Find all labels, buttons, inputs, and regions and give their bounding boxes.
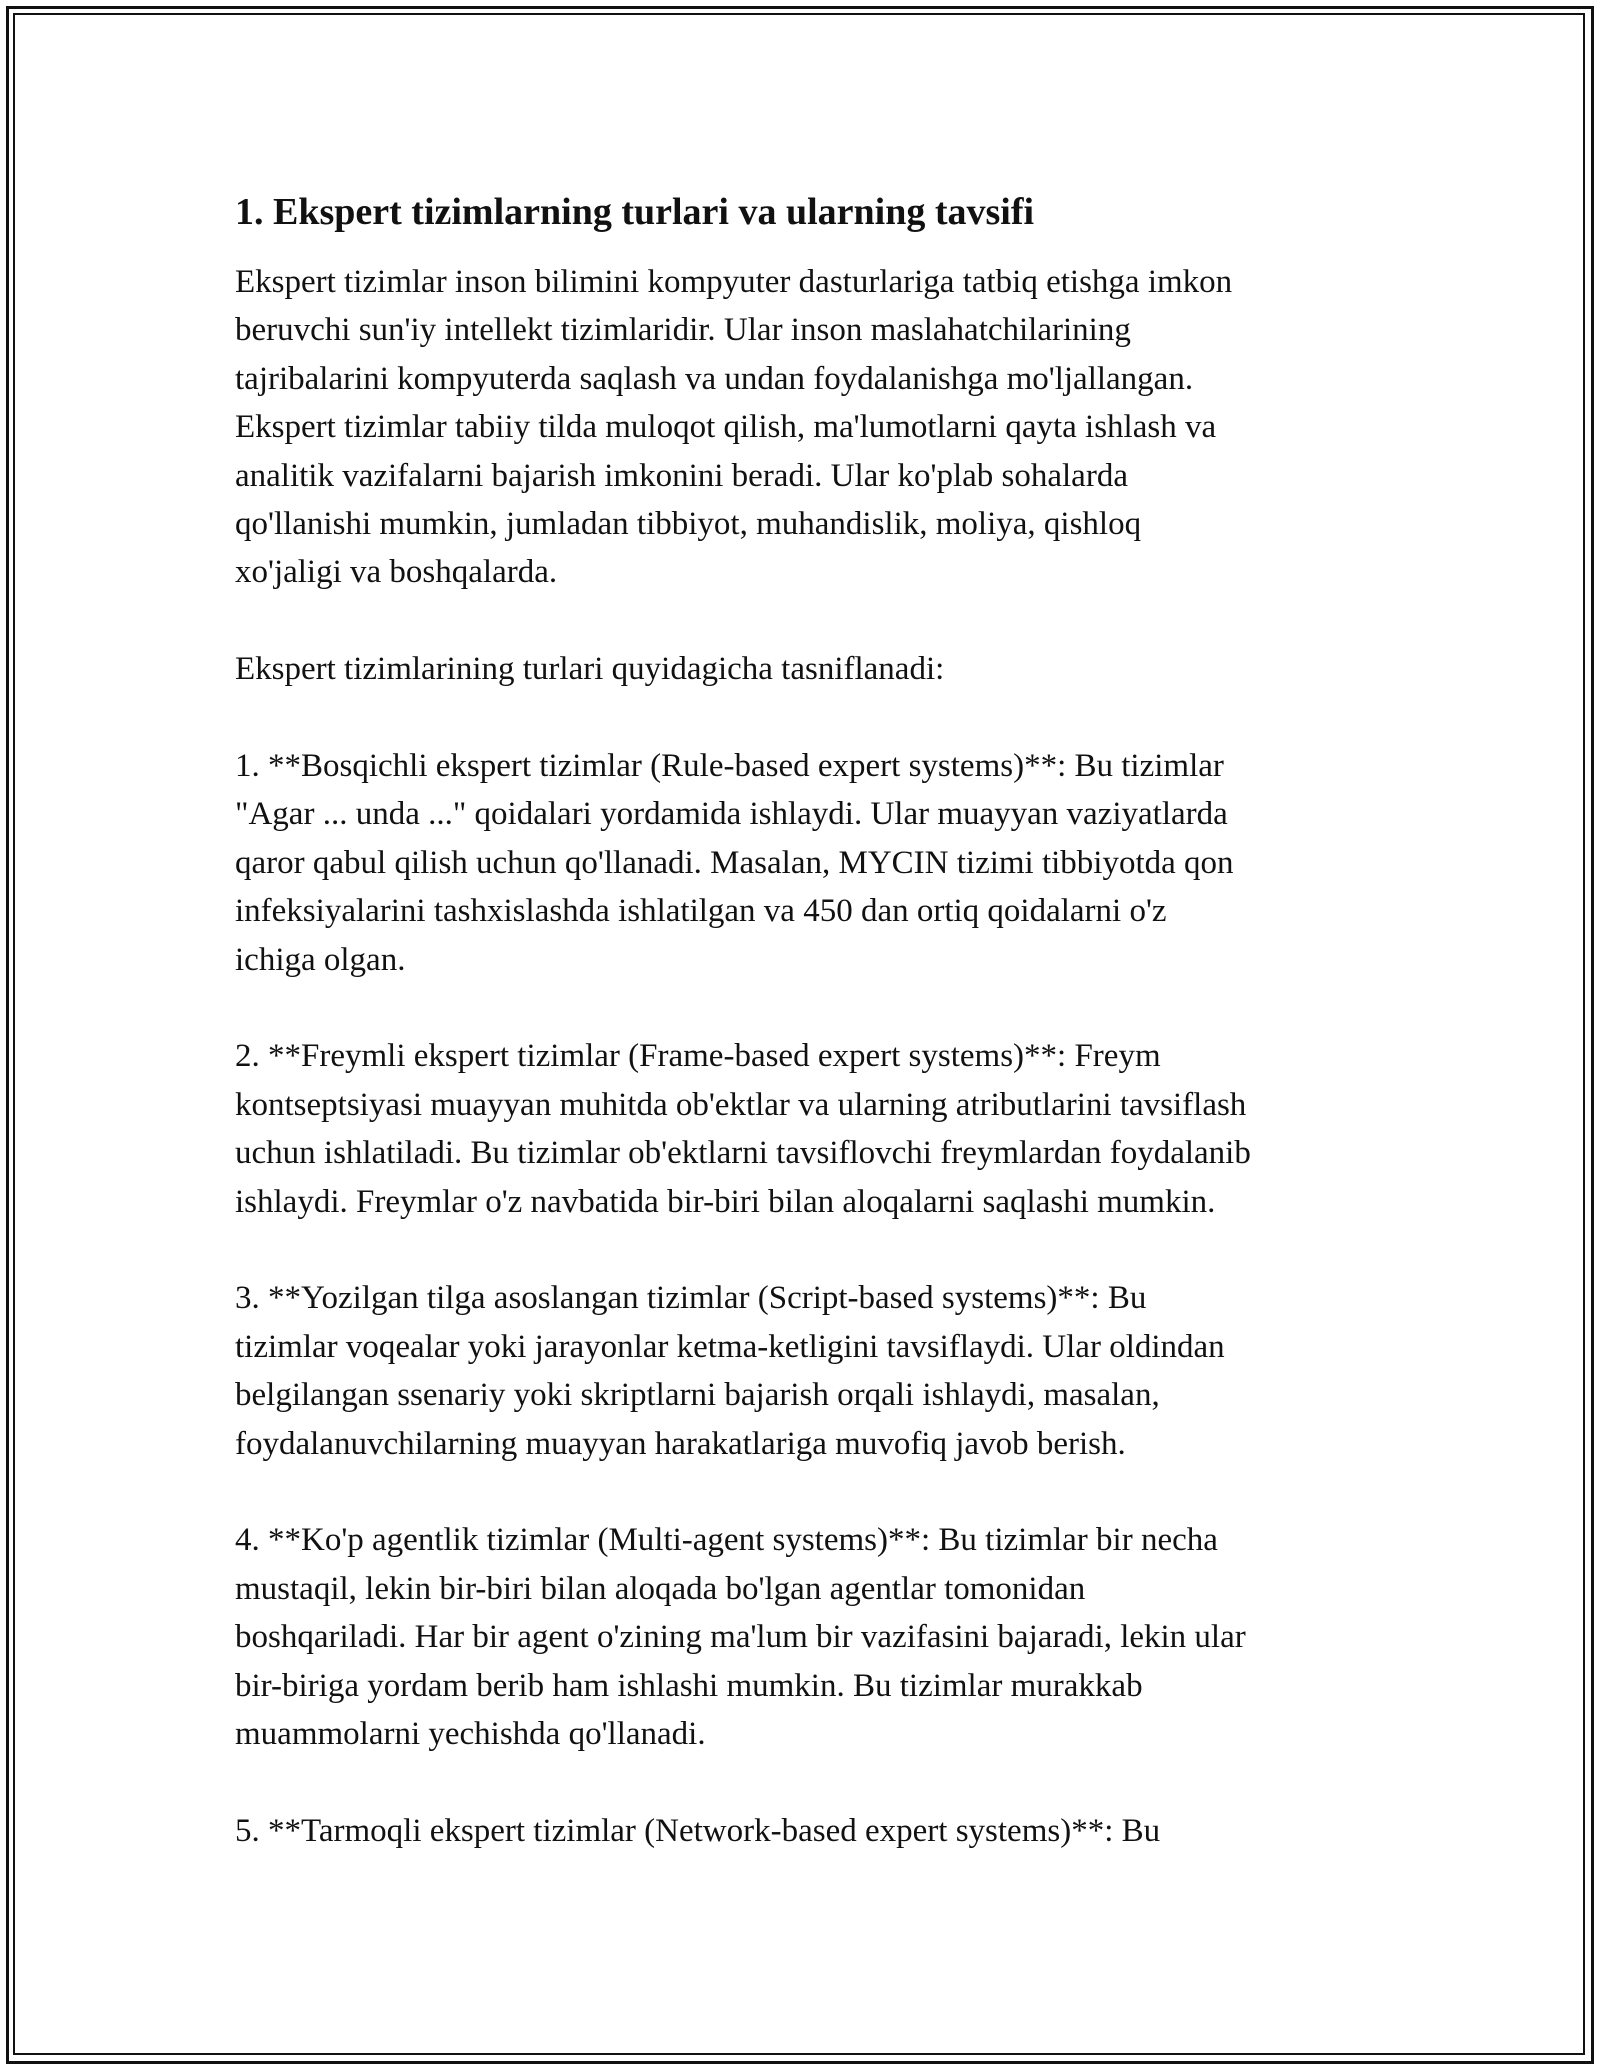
text-line: boshqariladi. Har bir agent o'zining ma'lum bir vazifasini bajaradi, lekin ular xyxy=(235,1619,1246,1656)
text-line: qaror qabul qilish uchun qo'llanadi. Masalan, MYCIN tizimi tibbiyotda qon xyxy=(235,844,1234,881)
paragraph xyxy=(235,645,1375,693)
text-line: Ekspert tizimlar tabiiy tilda muloqot qilish, ma'lumotlarni qayta ishlash va xyxy=(235,409,1217,446)
text-line: 2. **Freymli ekspert tizimlar (Frame-based expert systems)**: Freym xyxy=(235,1038,1161,1075)
text-line: uchun ishlatiladi. Bu tizimlar ob'ektlarni tavsiflovchi freymlardan foydalanib xyxy=(235,1135,1251,1172)
document-body xyxy=(235,188,1375,1855)
text-line: ishlaydi. Freymlar o'z navbatida bir-biri bilan aloqalarni saqlashi mumkin. xyxy=(235,1183,1216,1220)
text-line: muammolarni yechishda qo'llanadi. xyxy=(235,1716,706,1753)
text-line: 5. **Tarmoqli ekspert tizimlar (Network-based expert systems)**: Bu xyxy=(235,1812,1161,1849)
text-line: kontseptsiyasi muayyan muhitda ob'ektlar va ularning atributlarini tavsiflash xyxy=(235,1086,1247,1123)
paragraph xyxy=(235,1274,1375,1468)
text-line: bir-biriga yordam berib ham ishlashi mumkin. Bu tizimlar murakkab xyxy=(235,1667,1143,1704)
text-line: analitik vazifalarni bajarish imkonini beradi. Ular ko'plab sohalarda xyxy=(235,457,1128,494)
text-line: Ekspert tizimlarining turlari quyidagicha tasniflanadi: xyxy=(235,651,945,688)
text-line: 1. **Bosqichli ekspert tizimlar (Rule-based expert systems)**: Bu tizimlar xyxy=(235,748,1224,785)
text-line: ichiga olgan. xyxy=(235,941,406,978)
text-line: "Agar ... unda ..." qoidalari yordamida ishlaydi. Ular muayyan vaziyatlarda xyxy=(235,796,1228,833)
section-title: 1. Ekspert tizimlarning turlari va ularning tavsifi xyxy=(235,191,1035,233)
paragraph xyxy=(235,742,1375,984)
text-line: tizimlar voqealar yoki jarayonlar ketma-ketligini tavsiflaydi. Ular oldindan xyxy=(235,1328,1225,1365)
text-line: belgilangan ssenariy yoki skriptlarni bajarish orqali ishlaydi, masalan, xyxy=(235,1377,1160,1414)
text-line: xo'jaligi va boshqalarda. xyxy=(235,554,558,591)
text-line: beruvchi sun'iy intellekt tizimlaridir. Ular inson maslahatchilarining xyxy=(235,312,1131,349)
text-line: foydalanuvchilarning muayyan harakatlariga muvofiq javob berish. xyxy=(235,1425,1126,1462)
text-line: qo'llanishi mumkin, jumladan tibbiyot, muhandislik, moliya, qishloq xyxy=(235,506,1142,543)
paragraph-container xyxy=(235,258,1375,1855)
text-line: tajribalarini kompyuterda saqlash va undan foydalanishga mo'ljallangan. xyxy=(235,360,1194,397)
text-line: 4. **Ko'p agentlik tizimlar (Multi-agent systems)**: Bu tizimlar bir necha xyxy=(235,1522,1218,1559)
text-line: infeksiyalarini tashxislashda ishlatilgan va 450 dan ortiq qoidalarni o'z xyxy=(235,893,1167,930)
paragraph xyxy=(235,1807,1375,1855)
text-line: 3. **Yozilgan tilga asoslangan tizimlar (Script-based systems)**: Bu xyxy=(235,1280,1147,1317)
paragraph xyxy=(235,1032,1375,1226)
paragraph xyxy=(235,1516,1375,1758)
text-line: Ekspert tizimlar inson bilimini kompyuter dasturlariga tatbiq etishga imkon xyxy=(235,264,1233,300)
text-line: mustaqil, lekin bir-biri bilan aloqada bo'lgan agentlar tomonidan xyxy=(235,1570,1086,1607)
paragraph xyxy=(235,258,1375,597)
